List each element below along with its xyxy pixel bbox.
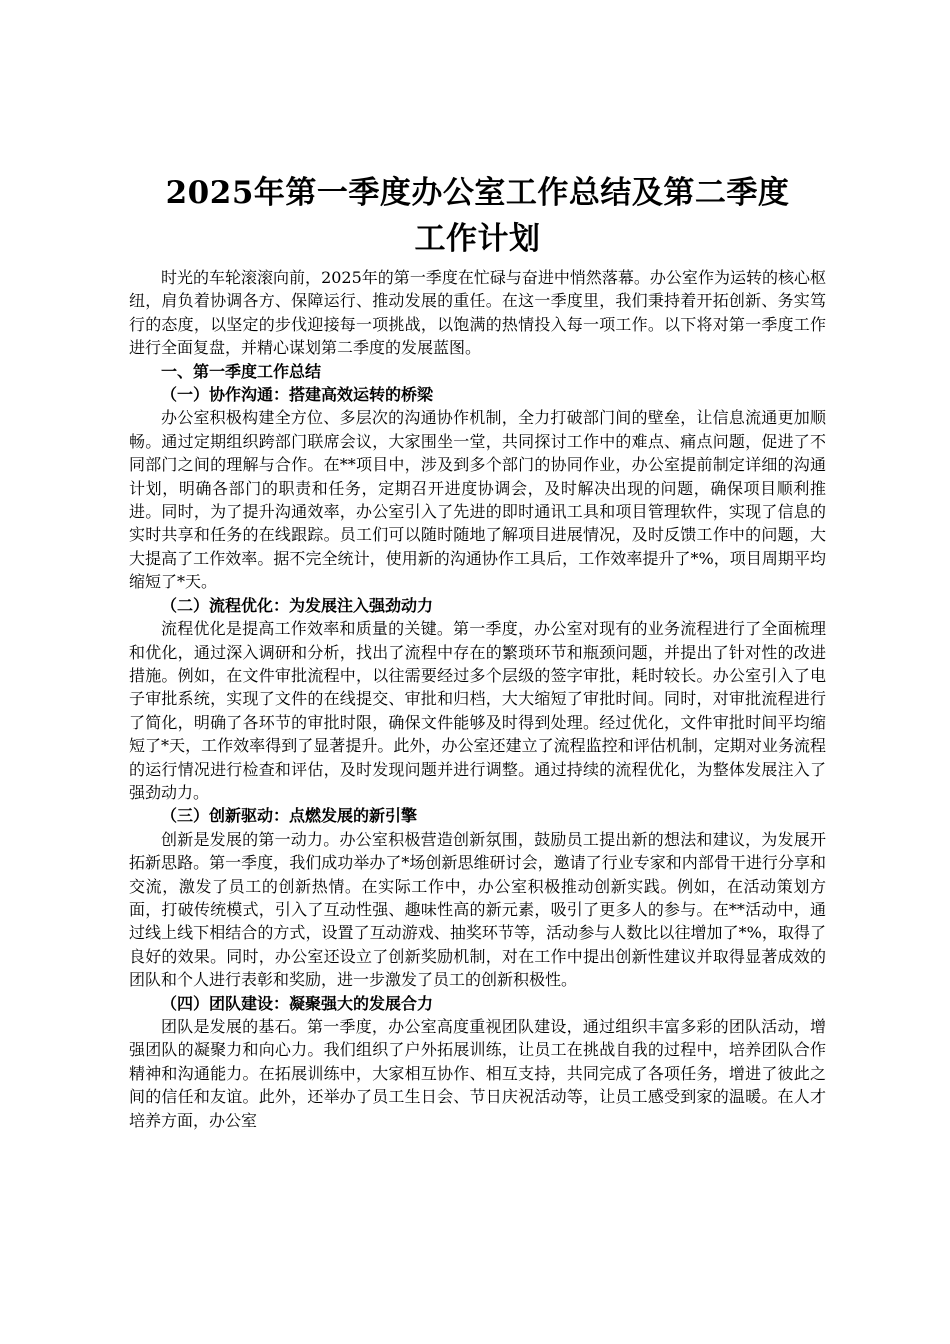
paragraph-process: 流程优化是提高工作效率和质量的关键。第一季度，办公室对现有的业务流程进行了全面梳理和优化，通过深入调研和分析，找出了流程中存在的繁琐环节和瓶颈问题，并提出了针对性的改进措施。例如，在文件审批流程中，以往需要经过多个层级的签字审批，耗时较长。办公室引入了电子审批系统，实现了文件的在线提交、审批和归档，大大缩短了审批时间。同时，对审批流程进行了简化，明确了各环节的审批时限，确保文件能够及时得到处理。经过优化，文件审批时间平均缩短了*天，工作效率得到了显著提升。此外，办公室还建立了流程监控和评估机制，定期对业务流程的运行情况进行检查和评估，及时发现问题并进行调整。通过持续的流程优化，为整体发展注入了强劲动力。 bbox=[129, 619, 826, 802]
paragraph-communication: 办公室积极构建全方位、多层次的沟通协作机制，全力打破部门间的壁垒，让信息流通更加顺畅。通过定期组织跨部门联席会议，大家围坐一堂，共同探讨工作中的难点、痛点问题，促进了不同部门之间的理解与合作。在**项目中，涉及到多个部门的协同作业，办公室提前制定详细的沟通计划，明确各部门的职责和任务，定期召开进度协调会，及时解决出现的问题，确保项目顺利推进。同时，为了提升沟通效率，办公室引入了先进的即时通讯工具和项目管理软件，实现了信息的实时共享和任务的在线跟踪。员工们可以随时随地了解项目进展情况，及时反馈工作中的问题，大大提高了工作效率。据不完全统计，使用新的沟通协作工具后，工作效率提升了*%，项目周期平均缩短了*天。 bbox=[129, 408, 826, 592]
subsection-heading-innovation: （三）创新驱动：点燃发展的新引擎 bbox=[161, 806, 418, 826]
paragraph-innovation: 创新是发展的第一动力。办公室积极营造创新氛围，鼓励员工提出新的想法和建议，为发展开拓新思路。第一季度，我们成功举办了*场创新思维研讨会，邀请了行业专家和内部骨干进行分享和交流，激发了员工的创新热情。在实际工作中，办公室积极推动创新实践。例如，在活动策划方面，打破传统模式，引入了互动性强、趣味性高的新元素，吸引了更多人的参与。在**活动中，通过线上线下相结合的方式，设置了互动游戏、抽奖环节等，活动参与人数比以往增加了*%，取得了良好的效果。同时，办公室还设立了创新奖励机制，对在工作中提出创新性建议并取得显著成效的团队和个人进行表彰和奖励，进一步激发了员工的创新积极性。 bbox=[129, 829, 826, 990]
paragraph-team: 团队是发展的基石。第一季度，办公室高度重视团队建设，通过组织丰富多彩的团队活动，增强团队的凝聚力和向心力。我们组织了户外拓展训练，让员工在挑战自我的过程中，培养团队合作精神和沟通能力。在拓展训练中，大家相互协作、相互支持，共同完成了各项任务，增进了彼此之间的信任和友谊。此外，还举办了员工生日会、节日庆祝活动等，让员工感受到家的温暖。在人才培养方面，办公室 bbox=[129, 1017, 826, 1130]
title-line-1: 2025年第一季度办公室工作总结及第二季度 bbox=[165, 175, 790, 211]
intro-paragraph: 时光的车轮滚滚向前，2025年的第一季度在忙碌与奋进中悄然落幕。办公室作为运转的核心枢纽，肩负着协调各方、保障运行、推动发展的重任。在这一季度里，我们秉持着开拓创新、务实笃行的态度，以坚定的步伐迎接每一项挑战，以饱满的热情投入每一项工作。以下将对第一季度工作进行全面复盘，并精心谋划第二季度的发展蓝图。 bbox=[129, 268, 826, 358]
subsection-heading-communication: （一）协作沟通：搭建高效运转的桥梁 bbox=[161, 385, 434, 405]
document-title bbox=[129, 170, 826, 262]
subsection-heading-team: （四）团队建设：凝聚强大的发展合力 bbox=[161, 993, 434, 1013]
subsection-heading-process: （二）流程优化：为发展注入强劲动力 bbox=[161, 595, 434, 615]
document-body bbox=[129, 266, 826, 1132]
title-line-2: 工作计划 bbox=[414, 221, 541, 257]
section-heading-summary: 一、第一季度工作总结 bbox=[161, 361, 322, 381]
